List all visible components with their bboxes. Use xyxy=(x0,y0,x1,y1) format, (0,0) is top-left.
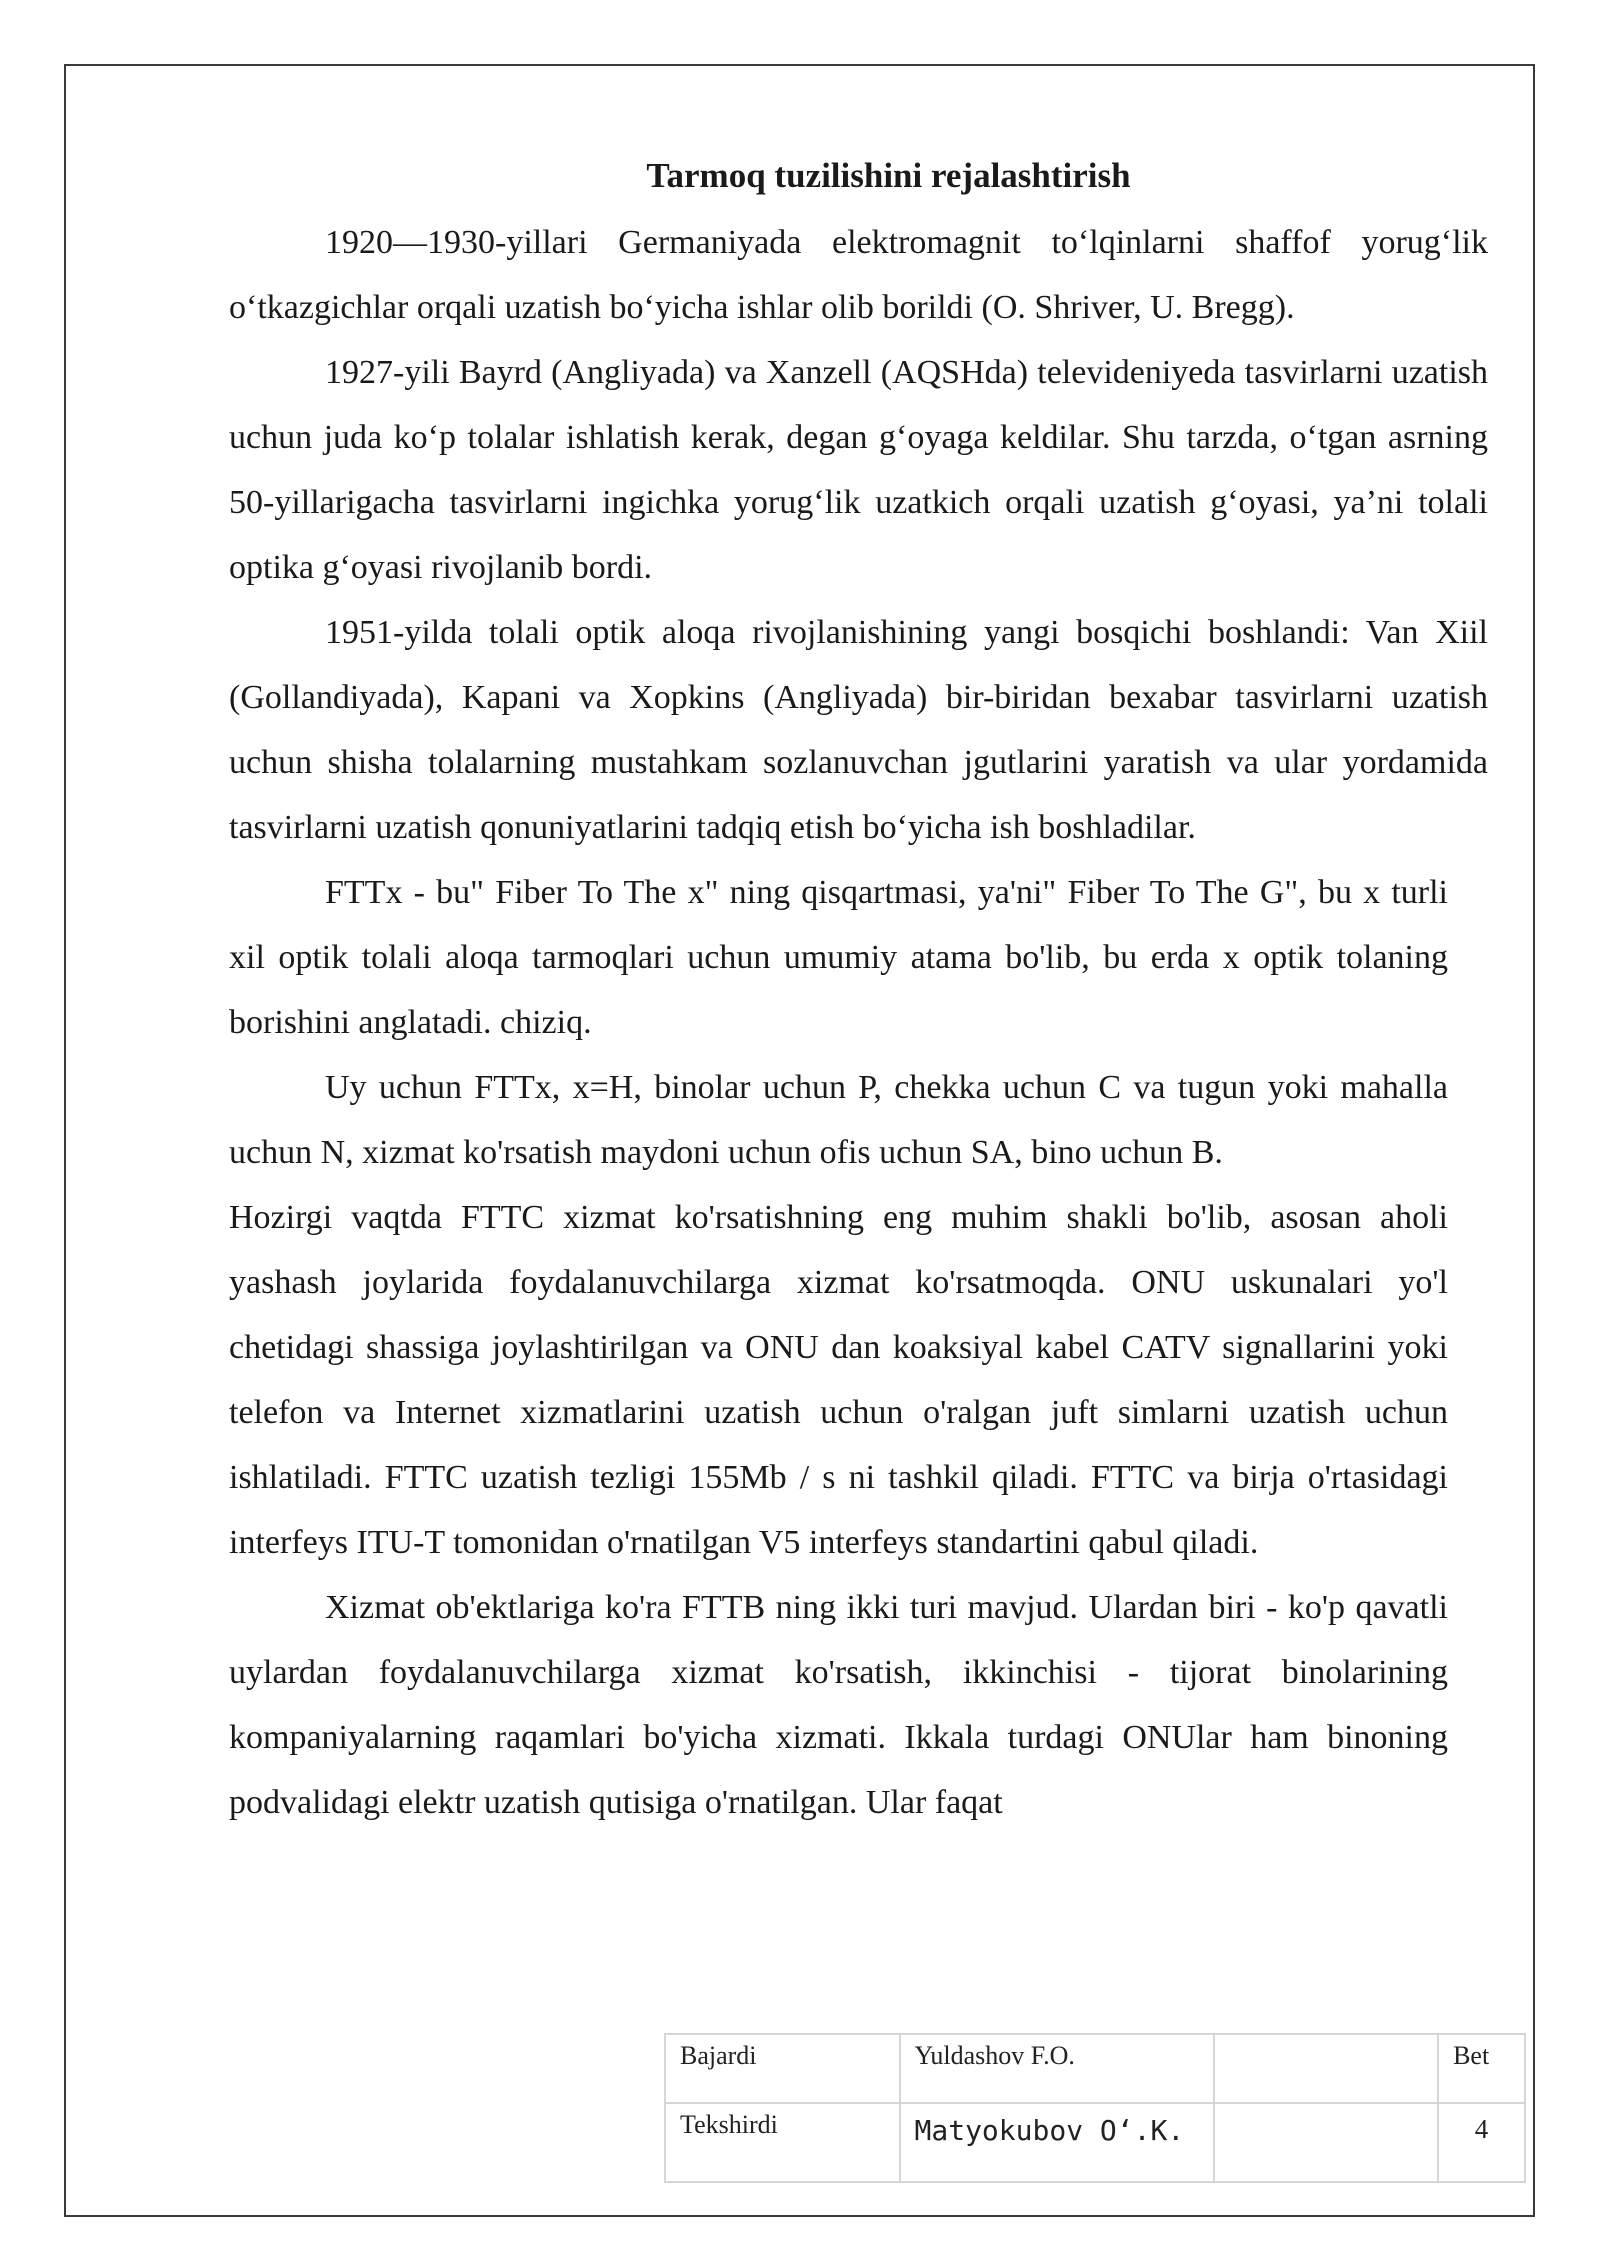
paragraph-7: Xizmat ob'ektlariga ko'ra FTTB ning ikki turi mavjud. Ulardan biri - ko'p qavatli uylardan foydalanuvchilarga xizmat ko'rsatish, ikkinchisi - tijorat binolarining kompaniyalarning raqamlari bo'yicha xizmati. Ikkala turdagi ONUlar ham binoning podvalidagi elektr uzatish qutisiga o'rnatilgan. Ular faqat xyxy=(229,1589,1448,1821)
stamp-empty-cell xyxy=(1214,2034,1438,2103)
page-number: 4 xyxy=(1438,2103,1525,2182)
page-label: Bet xyxy=(1438,2034,1525,2103)
stamp-empty-cell xyxy=(1214,2103,1438,2182)
performer-name: Yuldashov F.O. xyxy=(900,2034,1214,2103)
paragraph-5: Uy uchun FTTx, x=H, binolar uchun P, chekka uchun C va tugun yoki mahalla uchun N, xizmat ko'rsatish maydoni uchun ofis uchun SA, bino uchun B. xyxy=(229,1069,1448,1171)
paragraph-4: FTTx - bu" Fiber To The x" ning qisqartmasi, ya'ni" Fiber To The G", bu x turli xil optik tolali aloqa tarmoqlari uchun umumiy atama bo'lib, bu erda x optik tolaning borishini anglatadi. chiziq. xyxy=(229,874,1448,1041)
performer-label: Bajardi xyxy=(665,2034,900,2103)
document-title: Tarmoq tuzilishini rejalashtirish xyxy=(646,156,1131,195)
stamp-row-performer xyxy=(665,2034,1525,2103)
paragraph-3: 1951-yilda tolali optik aloqa rivojlanishining yangi bosqichi boshlandi: Van Xiil (Gollandiyada), Kapani va Xopkins (Angliyada) bir-biridan bexabar tasvirlarni uzatish uchun shisha tolalarning mustahkam sozlanuvchan jgutlarini yaratish va ular yordamida tasvirlarni uzatish qonuniyatlarini tadqiq etish bo‘yicha ish boshladilar. xyxy=(229,614,1488,846)
paragraph-2: 1927-yili Bayrd (Angliyada) va Xanzell (AQSHda) televideniyeda tasvirlarni uzatish uchun juda ko‘p tolalar ishlatish kerak, degan g‘oyaga keldilar. Shu tarzda, o‘tgan asrning 50-yillarigacha tasvirlarni ingichka yorug‘lik uzatkich orqali uzatish g‘oyasi, ya’ni tolali optika g‘oyasi rivojlanib bordi. xyxy=(229,354,1488,586)
checker-name: Matyokubov O‘.K. xyxy=(900,2103,1214,2182)
paragraph-1: 1920—1930-yillari Germaniyada elektromagnit to‘lqinlarni shaffof yorug‘lik o‘tkazgichlar orqali uzatish bo‘yicha ishlar olib borildi (O. Shriver, U. Bregg). xyxy=(229,224,1488,326)
document-body xyxy=(229,148,1488,1835)
checker-label: Tekshirdi xyxy=(665,2103,900,2182)
paragraph-6: Hozirgi vaqtda FTTC xizmat ko'rsatishning eng muhim shakli bo'lib, asosan aholi yashash joylarida foydalanuvchilarga xizmat ko'rsatmoqda. ONU uskunalari yo'l chetidagi shassiga joylashtirilgan va ONU dan koaksiyal kabel CATV signallarini yoki telefon va Internet xizmatlarini uzatish uchun o'ralgan juft simlarni uzatish uchun ishlatiladi. FTTC uzatish tezligi 155Mb / s ni tashkil qiladi. FTTC va birja o'rtasidagi interfeys ITU-T tomonidan o'rnatilgan V5 interfeys standartini qabul qiladi. xyxy=(229,1199,1448,1561)
stamp-row-checker xyxy=(665,2103,1525,2182)
title-block-stamp xyxy=(664,2033,1526,2183)
